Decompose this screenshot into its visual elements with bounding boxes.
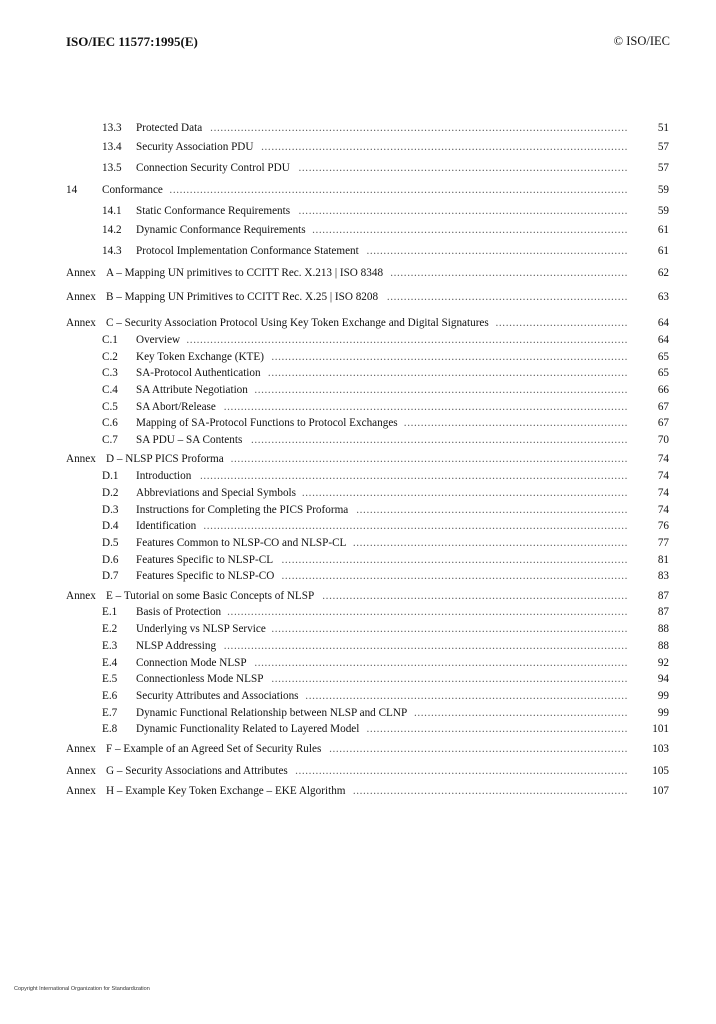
- toc-entry-number: D.3: [102, 504, 119, 516]
- toc-entry[interactable]: [66, 588, 669, 604]
- toc-entry-number: C.3: [102, 367, 118, 379]
- toc-entry[interactable]: [102, 721, 669, 737]
- toc-entry-title: A – Mapping UN primitives to CCITT Rec. X.213 | ISO 8348: [106, 267, 384, 279]
- toc-page-number: 87: [657, 606, 669, 618]
- toc-leader-dots: .................................................................................................: [298, 205, 628, 217]
- toc-entry[interactable]: [102, 203, 669, 219]
- toc-leader-dots: ..................................................................: [403, 417, 628, 429]
- toc-entry[interactable]: [102, 382, 669, 398]
- toc-entry[interactable]: [66, 182, 669, 198]
- toc-leader-dots: ...........................................................................................................................: [210, 122, 628, 134]
- copyright-header: © ISO/IEC: [613, 34, 670, 48]
- toc-entry-number: Annex: [66, 453, 96, 465]
- toc-entry-number: C.7: [102, 434, 118, 446]
- toc-entry-title: Static Conformance Requirements: [136, 205, 291, 217]
- toc-entry-title: F – Example of an Agreed Set of Security Rules: [106, 743, 322, 755]
- toc-entry-title: Security Association PDU: [136, 141, 254, 153]
- toc-entry-number: E.5: [102, 673, 118, 685]
- toc-entry-title: Instructions for Completing the PICS Proforma: [136, 504, 349, 516]
- toc-entry-number: D.1: [102, 470, 119, 482]
- toc-page-number: 105: [652, 765, 669, 777]
- toc-entry[interactable]: [66, 741, 669, 757]
- toc-entry[interactable]: [102, 535, 669, 551]
- toc-entry-number: Annex: [66, 291, 96, 303]
- toc-page-number: 70: [657, 434, 669, 446]
- toc-entry-number: Annex: [66, 590, 96, 602]
- toc-leader-dots: ..................................................................................................................................: [186, 334, 628, 346]
- toc-entry-title: H – Example Key Token Exchange – EKE Algorithm: [106, 785, 346, 797]
- toc-entry-number: D.4: [102, 520, 119, 532]
- toc-entry-number: D.5: [102, 537, 119, 549]
- toc-entry[interactable]: [66, 265, 669, 281]
- toc-leader-dots: .....................................................................................................................: [230, 453, 628, 465]
- toc-entry-title: Features Common to NLSP-CO and NLSP-CL: [136, 537, 347, 549]
- toc-entry[interactable]: [102, 432, 669, 448]
- toc-entry-title: Key Token Exchange (KTE): [136, 351, 264, 363]
- toc-entry-title: Features Specific to NLSP-CL: [136, 554, 274, 566]
- toc-page-number: 61: [657, 245, 669, 257]
- toc-page-number: 74: [657, 470, 669, 482]
- toc-entry-number: D.2: [102, 487, 119, 499]
- toc-leader-dots: ........................................................................................: [329, 743, 628, 755]
- toc-leader-dots: .......................................................................................................................: [223, 401, 628, 413]
- toc-leader-dots: .................................................................................: [352, 537, 628, 549]
- toc-entry[interactable]: [102, 160, 669, 176]
- toc-page-number: 88: [657, 640, 669, 652]
- toc-page-number: 64: [657, 334, 669, 346]
- toc-entry-title: Protected Data: [136, 122, 203, 134]
- toc-entry-number: D.7: [102, 570, 119, 582]
- toc-entry[interactable]: [102, 518, 669, 534]
- toc-entry-title: Connection Security Control PDU: [136, 162, 290, 174]
- toc-leader-dots: .........................................................................................................: [271, 623, 628, 635]
- toc-entry-title: SA-Protocol Authentication: [136, 367, 261, 379]
- toc-entry[interactable]: [102, 621, 669, 637]
- toc-page-number: 81: [657, 554, 669, 566]
- toc-entry-number: Annex: [66, 765, 96, 777]
- toc-leader-dots: ..............................................................................................................: [254, 384, 628, 396]
- toc-entry-title: SA Attribute Negotiation: [136, 384, 248, 396]
- toc-page-number: 66: [657, 384, 669, 396]
- toc-entry[interactable]: [102, 502, 669, 518]
- toc-entry-title: Dynamic Functional Relationship between NLSP and CLNP: [136, 707, 408, 719]
- toc-page-number: 65: [657, 367, 669, 379]
- toc-leader-dots: .............................................................................: [366, 723, 628, 735]
- toc-entry[interactable]: [102, 332, 669, 348]
- toc-entry-number: C.5: [102, 401, 118, 413]
- toc-leader-dots: ..............................................................................................................................: [199, 470, 628, 482]
- toc-leader-dots: ......................................................................................................: [281, 554, 628, 566]
- toc-leader-dots: ..........................................................................................: [322, 590, 628, 602]
- toc-entry[interactable]: [66, 451, 669, 467]
- toc-entry-title: Basis of Protection: [136, 606, 222, 618]
- toc-entry[interactable]: [102, 120, 669, 136]
- toc-page-number: 74: [657, 453, 669, 465]
- toc-leader-dots: .........................................................................................................: [271, 351, 628, 363]
- toc-leader-dots: .............................................................................................: [312, 224, 628, 236]
- footer-copyright: Copyright International Organization for Standardization: [14, 986, 150, 992]
- toc-entry-title: D – NLSP PICS Proforma: [106, 453, 224, 465]
- toc-entry[interactable]: [102, 415, 669, 431]
- toc-leader-dots: .......................................................................................................................................: [169, 184, 628, 196]
- toc-entry[interactable]: [102, 671, 669, 687]
- toc-leader-dots: ......................................................................................................................: [227, 606, 628, 618]
- toc-entry[interactable]: [102, 399, 669, 415]
- toc-page-number: 67: [657, 401, 669, 413]
- toc-entry[interactable]: [102, 655, 669, 671]
- toc-entry-title: Security Attributes and Associations: [136, 690, 299, 702]
- toc-entry-number: C.4: [102, 384, 118, 396]
- toc-leader-dots: ..................................................................................................: [295, 765, 628, 777]
- toc-entry-title: Identification: [136, 520, 197, 532]
- toc-page-number: 76: [657, 520, 669, 532]
- toc-entry[interactable]: [66, 315, 669, 331]
- toc-entry[interactable]: [102, 638, 669, 654]
- toc-page-number: 87: [657, 590, 669, 602]
- toc-leader-dots: ...............................................................................................................: [250, 434, 628, 446]
- toc-leader-dots: .................................................................................................: [298, 162, 628, 174]
- toc-entry-title: Underlying vs NLSP Service: [136, 623, 266, 635]
- toc-entry-number: Annex: [66, 785, 96, 797]
- toc-page-number: 94: [657, 673, 669, 685]
- toc-entry[interactable]: [102, 552, 669, 568]
- toc-leader-dots: ..........................................................................................................: [267, 367, 628, 379]
- toc-entry[interactable]: [102, 705, 669, 721]
- toc-entry-number: E.2: [102, 623, 118, 635]
- toc-leader-dots: .......................................: [495, 317, 628, 329]
- toc-entry[interactable]: [66, 289, 669, 305]
- toc-entry-title: Conformance: [102, 184, 163, 196]
- toc-page-number: 83: [657, 570, 669, 582]
- toc-page-number: 64: [657, 317, 669, 329]
- toc-page-number: 57: [657, 141, 669, 153]
- toc-leader-dots: ............................................................................................................: [261, 141, 628, 153]
- toc-page-number: 67: [657, 417, 669, 429]
- toc-page-number: 65: [657, 351, 669, 363]
- toc-page-number: 101: [652, 723, 669, 735]
- toc-entry-number: 14.2: [102, 224, 122, 236]
- toc-entry[interactable]: [102, 468, 669, 484]
- toc-leader-dots: .................................................................................: [352, 785, 628, 797]
- toc-entry[interactable]: [102, 604, 669, 620]
- toc-entry[interactable]: [102, 349, 669, 365]
- toc-entry-number: E.1: [102, 606, 118, 618]
- toc-leader-dots: .........................................................................................................: [271, 673, 628, 685]
- toc-entry-title: Connectionless Mode NLSP: [136, 673, 264, 685]
- toc-leader-dots: ......................................................................................................: [281, 570, 628, 582]
- toc-entry-number: 13.4: [102, 141, 122, 153]
- toc-page-number: 74: [657, 487, 669, 499]
- toc-leader-dots: ...............................................................: [413, 707, 628, 719]
- toc-entry-title: G – Security Associations and Attributes: [106, 765, 288, 777]
- toc-entry-title: Overview: [136, 334, 181, 346]
- toc-page-number: 103: [652, 743, 669, 755]
- document-id: ISO/IEC 11577:1995(E): [66, 34, 198, 49]
- toc-entry-number: Annex: [66, 743, 96, 755]
- toc-page-number: 77: [657, 537, 669, 549]
- toc-entry-title: Introduction: [136, 470, 192, 482]
- toc-entry-number: E.8: [102, 723, 118, 735]
- toc-entry-title: E – Tutorial on some Basic Concepts of NLSP: [106, 590, 315, 602]
- toc-entry-title: Protocol Implementation Conformance Statement: [136, 245, 359, 257]
- toc-page-number: 61: [657, 224, 669, 236]
- toc-page-number: 107: [652, 785, 669, 797]
- toc-page-number: 99: [657, 707, 669, 719]
- toc-entry[interactable]: [102, 365, 669, 381]
- toc-entry-title: Dynamic Functionality Related to Layered Model: [136, 723, 360, 735]
- toc-entry-number: E.3: [102, 640, 118, 652]
- toc-leader-dots: ......................................................................: [390, 267, 628, 279]
- toc-entry-title: Connection Mode NLSP: [136, 657, 247, 669]
- toc-page-number: 57: [657, 162, 669, 174]
- toc-entry[interactable]: [102, 688, 669, 704]
- toc-leader-dots: ................................................................................................: [301, 487, 628, 499]
- toc-entry-title: NLSP Addressing: [136, 640, 217, 652]
- toc-entry[interactable]: [102, 243, 669, 259]
- toc-entry-number: 14: [66, 184, 78, 196]
- toc-leader-dots: ..............................................................................................................: [254, 657, 628, 669]
- toc-entry[interactable]: [102, 485, 669, 501]
- toc-page-number: 63: [657, 291, 669, 303]
- toc-entry[interactable]: [66, 783, 669, 799]
- toc-leader-dots: ................................................................................: [356, 504, 628, 516]
- toc-leader-dots: .............................................................................................................................: [203, 520, 628, 532]
- toc-page-number: 51: [657, 122, 669, 134]
- toc-entry-title: SA Abort/Release: [136, 401, 216, 413]
- toc-entry-number: E.6: [102, 690, 118, 702]
- toc-leader-dots: .......................................................................................................................: [223, 640, 628, 652]
- toc-entry-number: C.2: [102, 351, 118, 363]
- toc-entry[interactable]: [102, 568, 669, 584]
- toc-entry-number: 13.5: [102, 162, 122, 174]
- toc-page-number: 88: [657, 623, 669, 635]
- toc-entry-title: SA PDU – SA Contents: [136, 434, 243, 446]
- toc-leader-dots: .......................................................................: [386, 291, 628, 303]
- toc-entry-number: C.6: [102, 417, 118, 429]
- toc-page-number: 99: [657, 690, 669, 702]
- toc-entry-number: E.4: [102, 657, 118, 669]
- toc-entry-title: Features Specific to NLSP-CO: [136, 570, 275, 582]
- toc-entry-number: 14.1: [102, 205, 122, 217]
- toc-page-number: 59: [657, 184, 669, 196]
- toc-page-number: 92: [657, 657, 669, 669]
- toc-page-number: 59: [657, 205, 669, 217]
- toc-entry-title: Abbreviations and Special Symbols: [136, 487, 297, 499]
- toc-entry-title: Mapping of SA-Protocol Functions to Protocol Exchanges: [136, 417, 398, 429]
- toc-entry-number: E.7: [102, 707, 118, 719]
- toc-entry[interactable]: [66, 763, 669, 779]
- toc-leader-dots: .............................................................................: [366, 245, 628, 257]
- toc-entry-title: B – Mapping UN Primitives to CCITT Rec. X.25 | ISO 8208: [106, 291, 379, 303]
- toc-leader-dots: ...............................................................................................: [305, 690, 628, 702]
- toc-entry-number: 14.3: [102, 245, 122, 257]
- toc-entry-number: Annex: [66, 317, 96, 329]
- toc-page-number: 62: [657, 267, 669, 279]
- toc-entry-title: C – Security Association Protocol Using Key Token Exchange and Digital Signatures: [106, 317, 489, 329]
- toc-entry-number: 13.3: [102, 122, 122, 134]
- toc-entry-number: C.1: [102, 334, 118, 346]
- toc-entry-number: D.6: [102, 554, 119, 566]
- toc-entry-title: Dynamic Conformance Requirements: [136, 224, 306, 236]
- toc-page-number: 74: [657, 504, 669, 516]
- toc-entry[interactable]: [102, 222, 669, 238]
- toc-entry[interactable]: [102, 139, 669, 155]
- toc-entry-number: Annex: [66, 267, 96, 279]
